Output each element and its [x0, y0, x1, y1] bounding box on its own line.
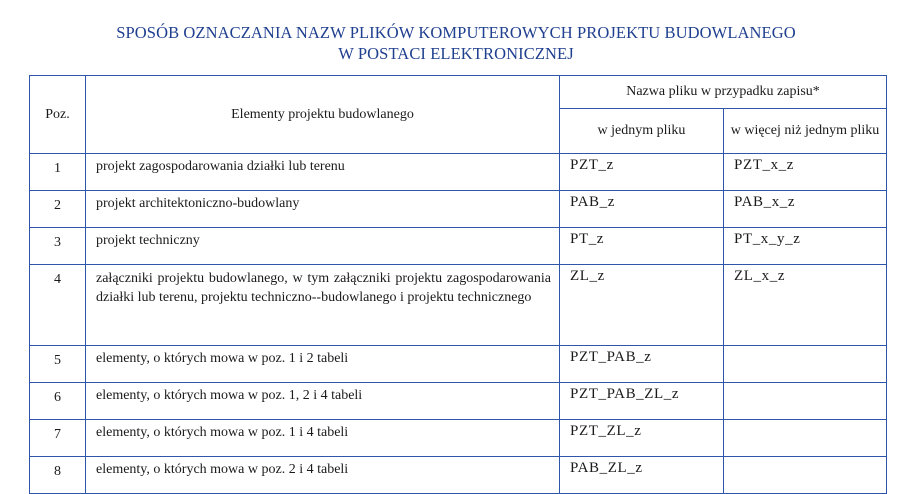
- table-row: [30, 420, 887, 457]
- row-poz: 2: [30, 191, 86, 228]
- row-element: elementy, o których mowa w poz. 1 i 2 tabeli: [86, 346, 560, 383]
- header-elements: Elementy projektu budowlanego: [86, 76, 560, 154]
- table-row: [30, 191, 887, 228]
- row-filename-more: PAB_x_z: [724, 191, 887, 228]
- row-filename-one: ZL_z: [560, 265, 724, 346]
- row-filename-one: PAB_ZL_z: [560, 457, 724, 494]
- row-poz: 7: [30, 420, 86, 457]
- row-filename-more: [724, 346, 887, 383]
- table-header: [30, 76, 887, 154]
- row-element: projekt techniczny: [86, 228, 560, 265]
- row-filename-one: PZT_z: [560, 154, 724, 191]
- row-filename-one: PAB_z: [560, 191, 724, 228]
- row-poz: 3: [30, 228, 86, 265]
- row-filename-more: [724, 457, 887, 494]
- row-poz: 6: [30, 383, 86, 420]
- row-poz: 4: [30, 265, 86, 346]
- header-more-files: w więcej niż jednym pliku: [724, 109, 887, 154]
- header-filename-group: Nazwa pliku w przypadku zapisu*: [560, 76, 887, 109]
- row-filename-more: PT_x_y_z: [724, 228, 887, 265]
- document-title: [0, 22, 912, 64]
- row-element: elementy, o których mowa w poz. 1, 2 i 4 tabeli: [86, 383, 560, 420]
- row-filename-one: PZT_PAB_ZL_z: [560, 383, 724, 420]
- table-row: [30, 154, 887, 191]
- header-poz: Poz.: [30, 76, 86, 154]
- table-row: [30, 265, 887, 346]
- row-filename-more: [724, 383, 887, 420]
- row-element: projekt zagospodarowania działki lub terenu: [86, 154, 560, 191]
- table-row: [30, 383, 887, 420]
- table-row: [30, 346, 887, 383]
- row-element: załączniki projektu budowlanego, w tym załączniki projektu zagospodarowania działki lub terenu, projektu techniczno--budowlanego i projektu technicznego: [86, 265, 560, 346]
- row-poz: 8: [30, 457, 86, 494]
- header-one-file: w jednym pliku: [560, 109, 724, 154]
- row-filename-one: PT_z: [560, 228, 724, 265]
- row-element: elementy, o których mowa w poz. 2 i 4 tabeli: [86, 457, 560, 494]
- row-element: projekt architektoniczno-budowlany: [86, 191, 560, 228]
- row-poz: 1: [30, 154, 86, 191]
- row-filename-more: PZT_x_z: [724, 154, 887, 191]
- row-filename-one: PZT_ZL_z: [560, 420, 724, 457]
- row-element: elementy, o których mowa w poz. 1 i 4 tabeli: [86, 420, 560, 457]
- row-filename-one: PZT_PAB_z: [560, 346, 724, 383]
- table-row: [30, 228, 887, 265]
- table-body: [30, 154, 887, 494]
- table-row: [30, 457, 887, 494]
- row-filename-more: [724, 420, 887, 457]
- file-naming-table: [29, 75, 887, 494]
- title-line-1: SPOSÓB OZNACZANIA NAZW PLIKÓW KOMPUTEROWYCH PROJEKTU BUDOWLANEGO: [116, 23, 796, 42]
- row-filename-more: ZL_x_z: [724, 265, 887, 346]
- title-line-2: W POSTACI ELEKTRONICZNEJ: [338, 44, 574, 63]
- row-poz: 5: [30, 346, 86, 383]
